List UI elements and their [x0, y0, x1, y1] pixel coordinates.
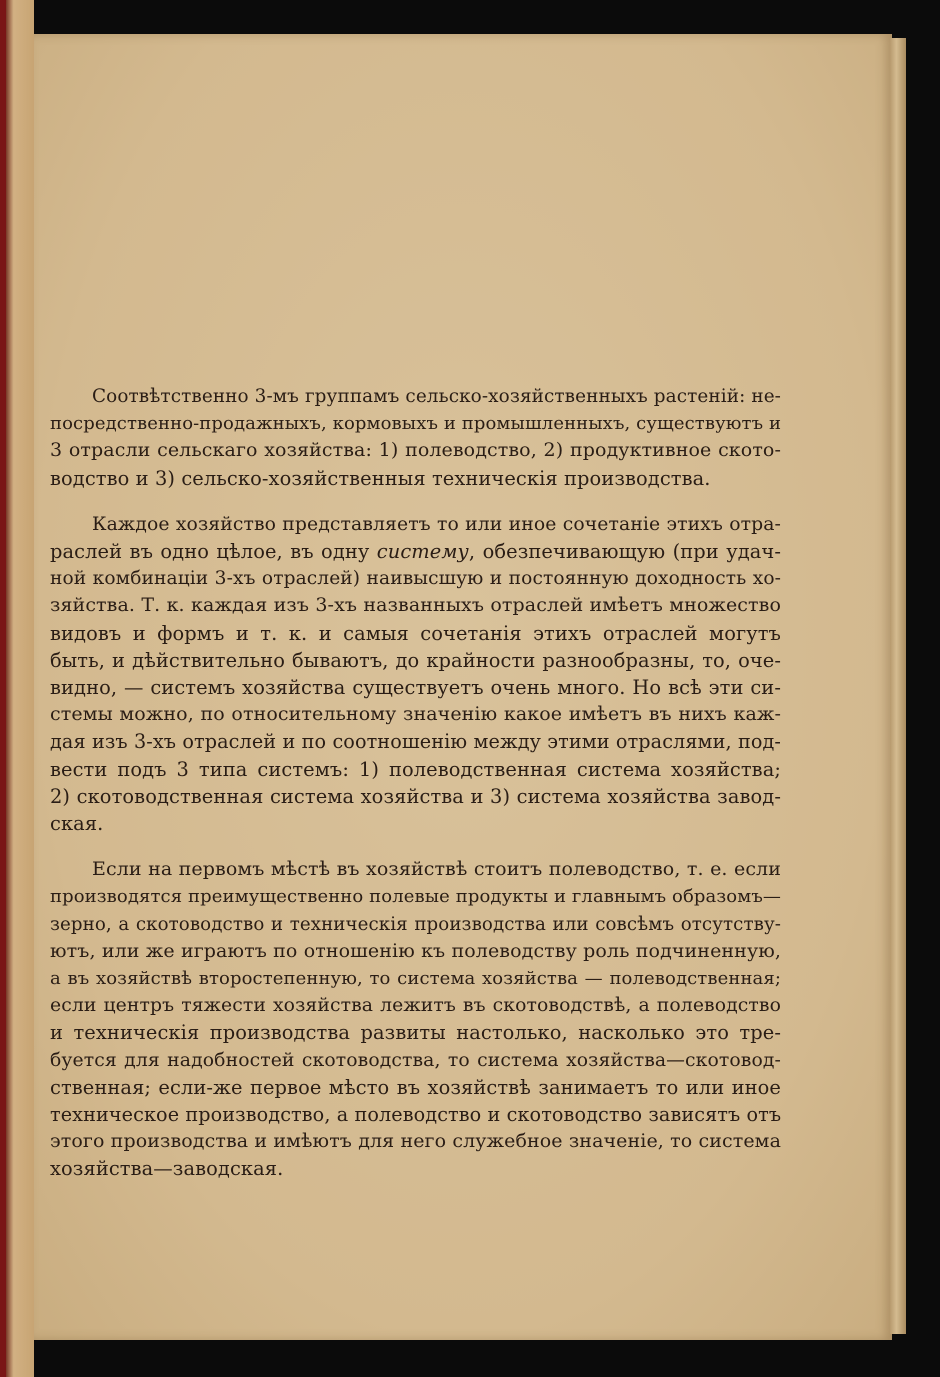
text-line: если центръ тяжести хозяйства лежитъ въ скотоводствѣ, а полеводство: [50, 995, 781, 1017]
text-line: ной комбинаціи 3-хъ отраслей) наивысшую и постоянную доходность хо-: [50, 568, 781, 590]
italic-word: систему: [376, 540, 469, 564]
text-fragment: раслей въ одно цѣлое, въ одну: [50, 540, 377, 564]
text-line: а въ хозяйствѣ второстепенную, то система хозяйства — полеводственная;: [50, 968, 781, 990]
page-edge-right: [890, 38, 906, 1334]
text-line: и техническія производства развиты настолько, насколько это тре-: [50, 1021, 781, 1045]
text-line: зерно, а скотоводство и техническія производства или совсѣмъ отсутству-: [50, 913, 781, 935]
text-line: дая изъ 3-хъ отраслей и по соотношенію между этими отраслями, под-: [50, 730, 781, 754]
text-line-with-italic: [50, 538, 781, 565]
paragraph-2: [50, 511, 781, 837]
paragraph-1: [50, 383, 781, 492]
page-body-text: [50, 383, 781, 1183]
text-line: видно, — системъ хозяйства существуетъ очень много. Но всѣ эти си-: [50, 676, 781, 700]
text-line: зяйства. Т. к. каждая изъ 3-хъ названныхъ отраслей имѣетъ множество: [50, 594, 781, 617]
text-line: этого производства и имѣютъ для него служебное значеніе, то система: [50, 1130, 781, 1153]
text-line: Каждое хозяйство представляетъ то или иное сочетаніе этихъ отра-: [92, 513, 781, 535]
text-line: вести подъ 3 типа системъ: 1) полеводственная система хозяйства;: [50, 757, 781, 781]
cover-edge: [0, 0, 6, 1377]
text-line: стемы можно, по относительному значенію какое имѣетъ въ нихъ каж-: [50, 703, 781, 726]
text-line: ютъ, или же играютъ по отношенію къ полеводству роль подчиненную,: [50, 939, 781, 962]
text-line: производятся преимущественно полевые продукты и главнымъ образомъ—: [50, 886, 781, 908]
text-fragment: , обезпечивающую (при удач-: [468, 540, 781, 564]
text-line: быть, и дѣйствительно бываютъ, до крайности разнообразны, то, оче-: [50, 648, 781, 672]
text-line: Соотвѣтственно 3-мъ группамъ сельско-хозяйственныхъ растеній: не-: [92, 386, 781, 407]
text-line: 2) скотоводственная система хозяйства и 3) система хозяйства завод-: [50, 784, 781, 808]
text-line: техническое производство, а полеводство и скотоводство зависятъ отъ: [50, 1103, 782, 1127]
text-line: посредственно-продажныхъ, кормовыхъ и промышленныхъ, существуютъ и: [50, 413, 782, 435]
text-line: хозяйства—заводская.: [50, 1157, 284, 1181]
text-line: буется для надобностей скотоводства, то система хозяйства—скотовод-: [50, 1049, 781, 1071]
text-line: ская.: [50, 812, 104, 836]
text-line: видовъ и формъ и т. к. и самыя сочетанія этихъ отраслей могутъ: [50, 621, 781, 645]
text-line: Если на первомъ мѣстѣ въ хозяйствѣ стоитъ полеводство, т. е. если: [92, 858, 781, 881]
text-line: ственная; если-же первое мѣсто въ хозяйствѣ занимаетъ то или иное: [50, 1075, 781, 1099]
paragraph-3: [50, 856, 781, 1182]
text-line: водство и 3) сельско-хозяйственныя техническія производства.: [50, 466, 711, 490]
text-line: 3 отрасли сельскаго хозяйства: 1) полеводство, 2) продуктивное ското-: [50, 439, 781, 462]
